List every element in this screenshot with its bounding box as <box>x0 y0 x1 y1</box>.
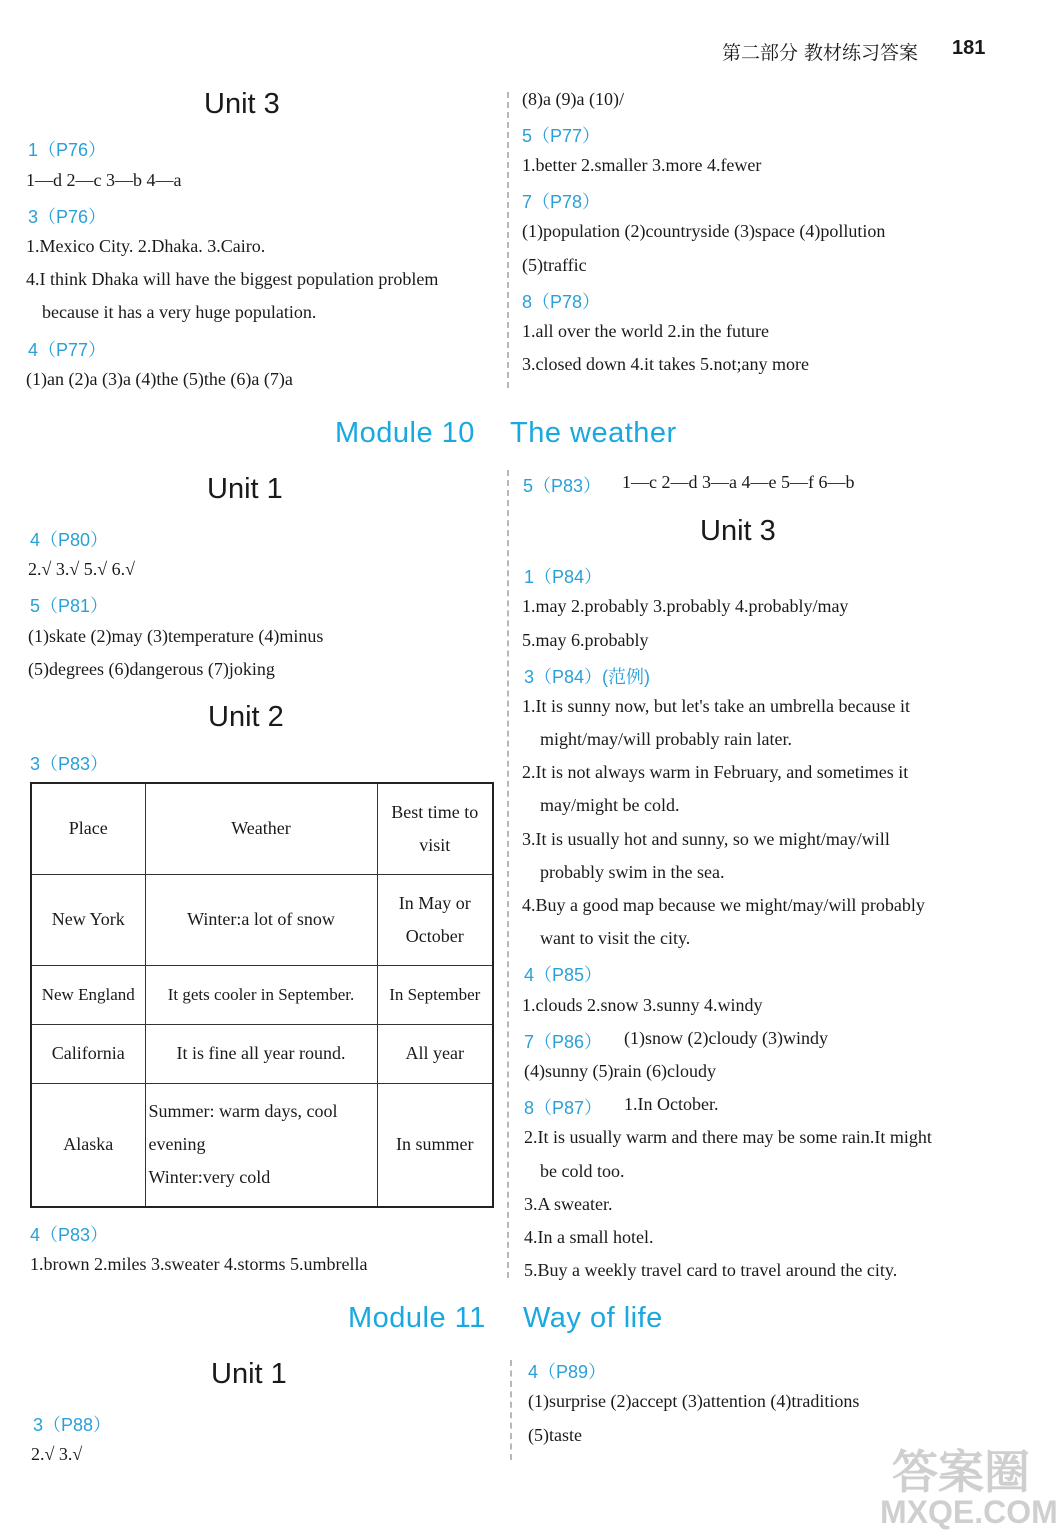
answer-line: (5)taste <box>528 1425 582 1445</box>
table-cell: In summer <box>377 1083 493 1207</box>
answer-line: probably swim in the sea. <box>540 862 725 882</box>
table-header-cell: Best time to visit <box>377 783 493 874</box>
answer-line: 3.closed down 4.it takes 5.not;any more <box>522 354 809 374</box>
exercise-ref: 7（P86） <box>524 1032 603 1052</box>
answer-line: (1)surprise (2)accept (3)attention (4)traditions <box>528 1391 860 1411</box>
exercise-ref: 3（P88） <box>33 1415 112 1435</box>
exercise-ref: 4（P85） <box>524 965 603 985</box>
table-header-row <box>31 783 493 874</box>
table-cell: It gets cooler in September. <box>145 965 377 1024</box>
table-cell: Alaska <box>31 1083 145 1207</box>
unit-heading: Unit 2 <box>208 701 284 733</box>
module-title: Way of life <box>523 1302 663 1334</box>
answer-line: (5)degrees (6)dangerous (7)joking <box>28 659 275 679</box>
answer-line: (8)a (9)a (10)/ <box>522 89 624 109</box>
answer-line: 4.I think Dhaka will have the biggest population problem <box>26 269 439 289</box>
answer-line: 1.Mexico City. 2.Dhaka. 3.Cairo. <box>26 236 266 256</box>
answer-line: 2.It is usually warm and there may be some rain.It might <box>524 1127 932 1147</box>
table-header-cell: Place <box>31 783 145 874</box>
watermark-logo: 答案圈 <box>892 1445 1030 1499</box>
answer-line: 1—c 2—d 3—a 4—e 5—f 6—b <box>622 472 855 492</box>
table-cell: Winter:a lot of snow <box>145 874 377 965</box>
weather-table <box>30 782 494 1208</box>
answer-line: (1)an (2)a (3)a (4)the (5)the (6)a (7)a <box>26 369 293 389</box>
answer-line: 1—d 2—c 3—b 4—a <box>26 170 182 190</box>
exercise-ref: 8（P78） <box>522 292 601 312</box>
alaska-summer: Summer: warm days, cool evening <box>148 1101 338 1155</box>
table-row <box>31 874 493 965</box>
answer-line: be cold too. <box>540 1161 625 1181</box>
answer-line: 5.Buy a weekly travel card to travel around the city. <box>524 1260 898 1280</box>
answer-line: 1.brown 2.miles 3.sweater 4.storms 5.umbrella <box>30 1254 368 1274</box>
exercise-ref: 3（P76） <box>28 207 107 227</box>
table-cell: All year <box>377 1024 493 1083</box>
unit-heading: Unit 1 <box>207 473 283 505</box>
answer-line: 2.√ 3.√ <box>31 1444 83 1464</box>
module-number: Module 11 <box>348 1302 486 1334</box>
page-number: 181 <box>952 37 986 59</box>
table-cell <box>145 1083 377 1207</box>
answer-line: because it has a very huge population. <box>42 302 317 322</box>
table-row <box>31 965 493 1024</box>
answer-line: may/might be cold. <box>540 795 680 815</box>
table-row <box>31 1083 493 1207</box>
answer-line: 2.√ 3.√ 5.√ 6.√ <box>28 559 136 579</box>
table-cell: New York <box>31 874 145 965</box>
module-title: The weather <box>510 417 677 449</box>
answer-line: (1)population (2)countryside (3)space (4)pollution <box>522 221 886 241</box>
exercise-ref: 1（P84） <box>524 567 603 587</box>
answer-line: 1.In October. <box>624 1094 719 1114</box>
answer-line: (4)sunny (5)rain (6)cloudy <box>524 1061 716 1081</box>
answer-line: 1.clouds 2.snow 3.sunny 4.windy <box>522 995 763 1015</box>
exercise-ref: 8（P87） <box>524 1098 603 1118</box>
exercise-ref: 3（P84）(范例) <box>524 667 651 687</box>
answer-line: 2.It is not always warm in February, and sometimes it <box>522 762 909 782</box>
answer-line: 5.may 6.probably <box>522 630 649 650</box>
column-divider <box>510 1360 512 1460</box>
answer-line: want to visit the city. <box>540 928 691 948</box>
table-cell: In May or October <box>377 874 493 965</box>
unit-heading: Unit 3 <box>700 515 776 547</box>
exercise-ref: 7（P78） <box>522 192 601 212</box>
answer-line: 1.It is sunny now, but let's take an umbrella because it <box>522 696 910 716</box>
exercise-ref: 5（P83） <box>523 476 602 496</box>
table-cell: California <box>31 1024 145 1083</box>
module-number: Module 10 <box>335 417 475 449</box>
exercise-ref: 1（P76） <box>28 140 107 160</box>
answer-line: 4.Buy a good map because we might/may/will probably <box>522 895 925 915</box>
exercise-ref: 5（P81） <box>30 596 109 616</box>
section-header: 第二部分 教材练习答案 <box>722 42 919 64</box>
exercise-ref: 3（P83） <box>30 754 109 774</box>
exercise-ref: 4（P89） <box>528 1362 607 1382</box>
unit-heading: Unit 3 <box>204 88 280 120</box>
answer-line: 1.all over the world 2.in the future <box>522 321 769 341</box>
exercise-ref: 4（P77） <box>28 340 107 360</box>
answer-line: (1)snow (2)cloudy (3)windy <box>624 1028 828 1048</box>
answer-line: 1.better 2.smaller 3.more 4.fewer <box>522 155 762 175</box>
watermark-url: MXQE.COM <box>880 1494 1058 1530</box>
answer-line: 4.In a small hotel. <box>524 1227 654 1247</box>
column-divider <box>507 470 509 1278</box>
unit-heading: Unit 1 <box>211 1358 287 1390</box>
exercise-ref: 4（P83） <box>30 1225 109 1245</box>
table-cell: New England <box>31 965 145 1024</box>
exercise-ref: 4（P80） <box>30 530 109 550</box>
answer-line: 3.A sweater. <box>524 1194 613 1214</box>
column-divider <box>507 92 509 388</box>
answer-line: might/may/will probably rain later. <box>540 729 792 749</box>
exercise-ref: 5（P77） <box>522 126 601 146</box>
table-cell: It is fine all year round. <box>145 1024 377 1083</box>
answer-line: (5)traffic <box>522 255 587 275</box>
answer-line: 1.may 2.probably 3.probably 4.probably/may <box>522 596 849 616</box>
table-header-cell: Weather <box>145 783 377 874</box>
table-cell: In September <box>377 965 493 1024</box>
table-row <box>31 1024 493 1083</box>
alaska-winter: Winter:very cold <box>148 1167 271 1188</box>
answer-line: (1)skate (2)may (3)temperature (4)minus <box>28 626 324 646</box>
answer-line: 3.It is usually hot and sunny, so we might/may/will <box>522 829 890 849</box>
